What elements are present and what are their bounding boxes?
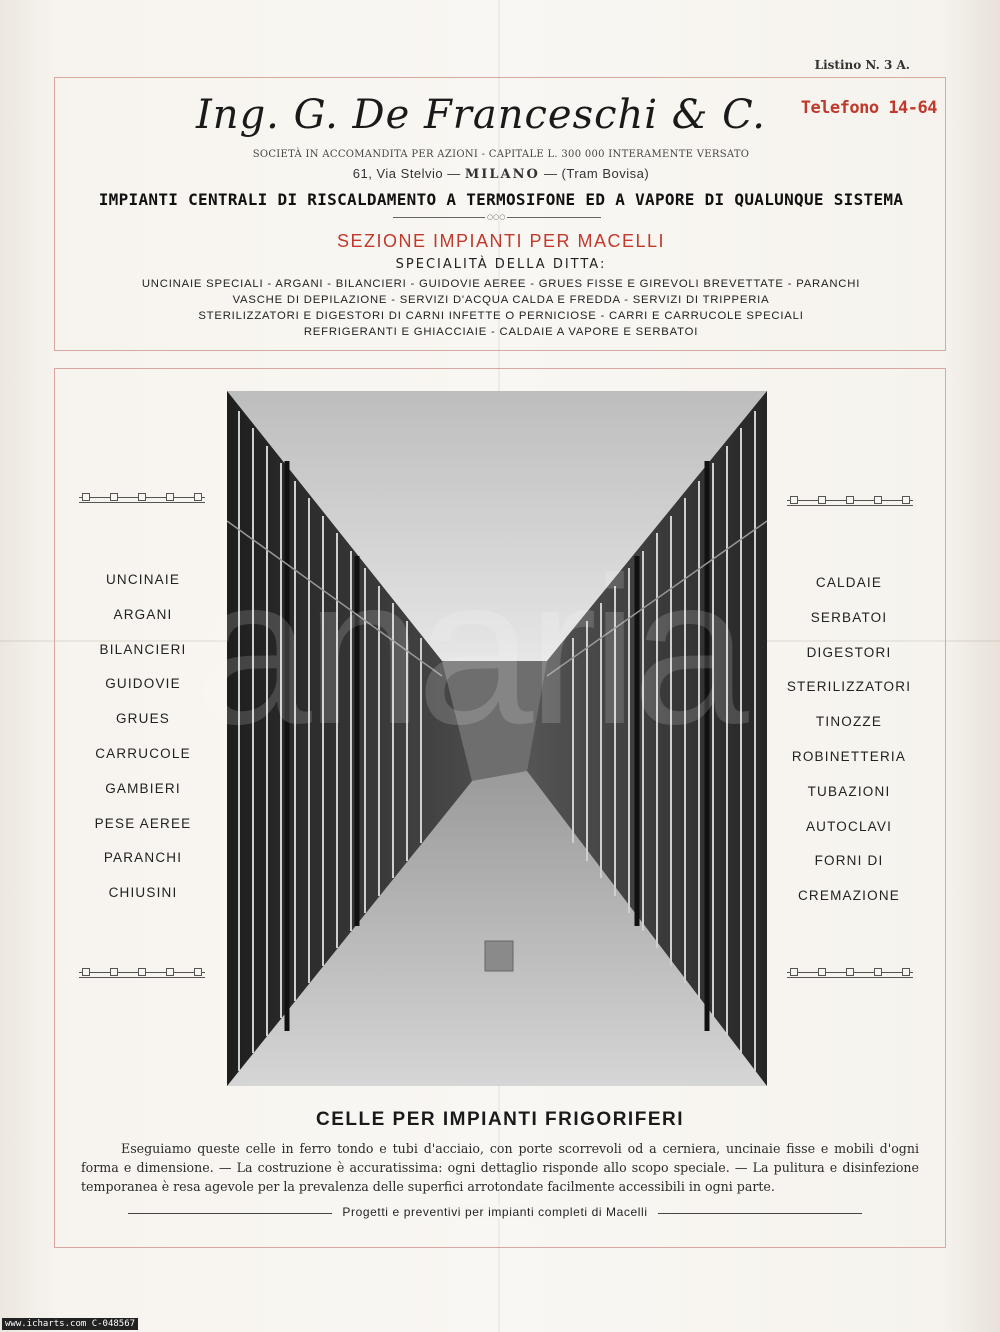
list-item: CALDAIE (815, 575, 883, 590)
list-item: FORNI DI (814, 853, 884, 869)
left-top-ornament-rule (79, 493, 205, 503)
cold-cells-photograph (227, 391, 767, 1086)
list-item: PESE AEREE (94, 815, 192, 831)
list-item: UNCINAIE (105, 572, 181, 587)
list-item: PARANCHI (103, 850, 183, 866)
company-legal-info: SOCIETÀ IN ACCOMANDITA PER AZIONI - CAPITALE L. 300 000 INTERAMENTE VERSATO (252, 149, 750, 160)
left-product-list (73, 570, 213, 918)
list-item: CREMAZIONE (797, 888, 900, 904)
separator-ornament: ○○○ (487, 213, 506, 221)
address-tram: — (Tram Bovisa) (543, 166, 650, 181)
list-item: GUIDOVIE (105, 676, 181, 692)
section-title: SEZIONE IMPIANTI PER MACELLI (336, 231, 666, 251)
specialties-line: STERILIZZATORI E DIGESTORI DI CARNI INFETTE O PERNICIOSE - CARRI E CARRUCOLE SPECIALI (198, 310, 804, 322)
specialties-line: VASCHE DI DEPILAZIONE - SERVIZI D'ACQUA CALDA E FREDDA - SERVIZI DI TRIPPERIA (232, 294, 770, 306)
left-bottom-ornament-rule (79, 968, 205, 978)
footer-line (128, 1203, 862, 1223)
caption-body: Eseguiamo queste celle in ferro tondo e tubi d'acciaio, con porte scorrevoli od a cerniera, uncinaie fisse e mobili d'ogni forma e dimensione. — La costruzione è accuratissima: ogni dettaglio risponde allo scopo speciale. — La pulitura e disinfezione temporanea è resa agevole per la prevalenza delle superfici arrotondate facilmente accessibili in ogni parte. (81, 1141, 919, 1194)
list-item: GAMBIERI (105, 780, 181, 796)
list-item: AUTOCLAVI (805, 818, 893, 834)
specialties-line: UNCINAIE SPECIALI - ARGANI - BILANCIERI - GUIDOVIE AEREE - GRUES FISSE E GIREVOLI BREVETTATE - PARANCHI (141, 278, 861, 290)
source-credit: www.icharts.com C-048567 (2, 1318, 138, 1330)
telephone-number: Telefono 14-64 (800, 98, 937, 118)
list-item: CHIUSINI (108, 885, 178, 901)
address-city: MILANO (464, 167, 540, 182)
list-item: CARRUCOLE (95, 745, 191, 761)
list-item: GRUES (115, 711, 170, 727)
specialties-line: REFRIGERANTI E GHIACCIAIE - CALDAIE A VAPORE E SERBATOI (303, 326, 699, 338)
listino-number: Listino N. 3 A. (814, 58, 910, 72)
company-address (55, 166, 947, 182)
footer-note-wrap (128, 1205, 862, 1219)
address-street: 61, Via Stelvio — (352, 166, 461, 181)
list-item: TUBAZIONI (807, 783, 891, 799)
list-item: ARGANI (113, 606, 173, 622)
caption-title: CELLE PER IMPIANTI FRIGORIFERI (315, 1109, 684, 1130)
company-name: Ing. G. De Franceschi & C. (196, 92, 766, 138)
list-item: BILANCIERI (99, 641, 187, 657)
right-bottom-ornament-rule (787, 968, 913, 978)
list-item: ROBINETTERIA (791, 748, 907, 764)
specialties-heading: SPECIALITÀ DELLA DITTA: (395, 257, 607, 272)
right-top-ornament-rule (787, 496, 913, 506)
list-item: DIGESTORI (806, 644, 892, 660)
right-product-list (779, 573, 919, 921)
footer-note: Progetti e preventivi per impianti completi di Macelli (332, 1205, 657, 1219)
letterhead-box (54, 77, 946, 351)
business-line: IMPIANTI CENTRALI DI RISCALDAMENTO A TERMOSIFONE ED A VAPORE DI QUALUNQUE SISTEMA (98, 190, 904, 209)
list-item: STERILIZZATORI (786, 679, 912, 695)
list-item: TINOZZE (815, 714, 883, 730)
list-item: SERBATOI (810, 609, 888, 625)
